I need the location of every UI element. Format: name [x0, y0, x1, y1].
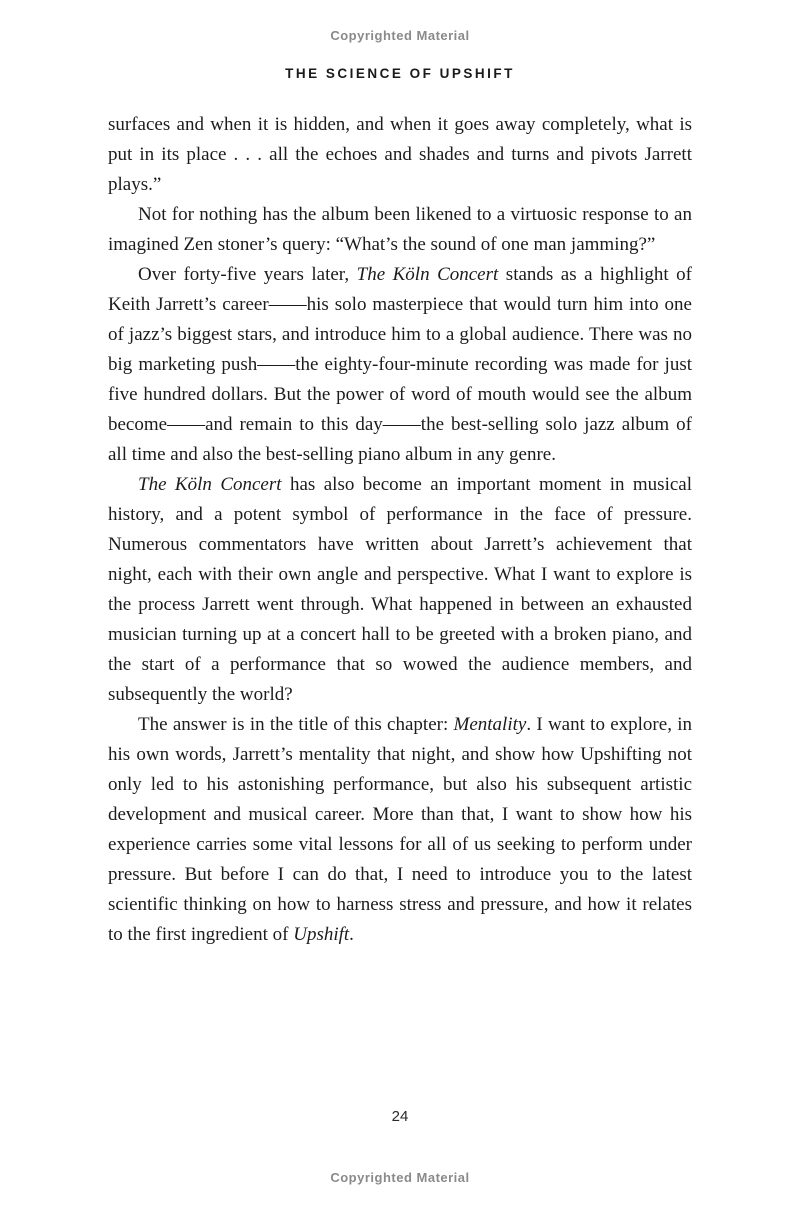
text-run: has also become an important moment in musical history, and a potent symbol of performance in the face of pressure. Numerous commentators have written about Jarrett’s achievement that night, each with their own angle and perspective. What I want to explore is the process Jarrett went through. What happened in between an exhausted musician turning up at a concert hall to be greeted with a broken piano, and the start of a performance that so wowed the audience members, and subsequently the world? [108, 474, 692, 705]
paragraph [108, 200, 692, 260]
text-run: The answer is in the title of this chapter: [138, 714, 454, 735]
italic-text-run: The Köln Concert [356, 264, 499, 285]
copyright-notice-top: Copyrighted Material [330, 28, 470, 43]
italic-text-run: Upshift [293, 924, 350, 945]
text-run: surfaces and when it is hidden, and when it goes away completely, what is put in its place . . . all the echoes and shades and turns and pivots Jarrett plays.” [108, 114, 692, 195]
text-run: . [349, 924, 354, 945]
italic-text-run: The Köln Concert [138, 474, 282, 495]
running-header: THE SCIENCE OF UPSHIFT [285, 66, 515, 81]
paragraph [108, 260, 692, 470]
page-number: 24 [391, 1108, 409, 1125]
body-text [108, 110, 692, 950]
text-run: Over forty-five years later, [138, 264, 357, 285]
paragraph [108, 470, 692, 710]
copyright-notice-bottom: Copyrighted Material [330, 1170, 470, 1185]
italic-text-run: Mentality [453, 714, 527, 735]
text-run: . I want to explore, in his own words, Jarrett’s mentality that night, and show how Upshifting not only led to his astonishing performance, but also his subsequent artistic development and musical career. More than that, I want to show how his experience carries some vital lessons for all of us seeking to perform under pressure. But before I can do that, I need to introduce you to the latest scientific thinking on how to harness stress and pressure, and how it relates to the first ingredient of [108, 714, 692, 945]
text-run: stands as a highlight of Keith Jarrett’s career——his solo masterpiece that would turn him into one of jazz’s biggest stars, and introduce him to a global audience. There was no big marketing push——the eighty-four-minute recording was made for just five hundred dollars. But the power of word of mouth would see the album become——and remain to this day——the best-selling solo jazz album of all time and also the best-selling piano album in any genre. [108, 264, 693, 465]
paragraph [108, 710, 692, 950]
paragraph [108, 110, 692, 200]
text-run: Not for nothing has the album been likened to a virtuosic response to an imagined Zen stoner’s query: “What’s the sound of one man jamming?” [108, 204, 692, 255]
